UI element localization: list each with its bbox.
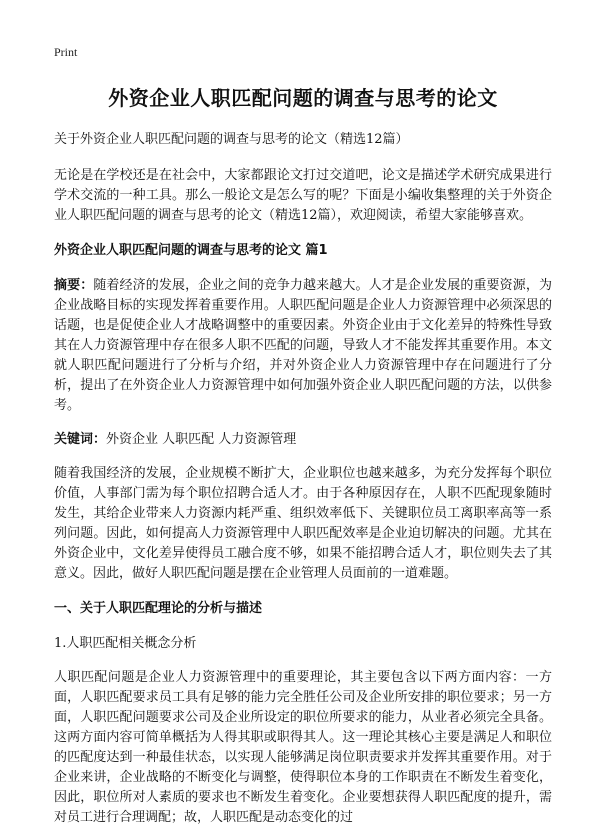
heading-one: 一、关于人职匹配理论的分析与描述 bbox=[54, 601, 263, 616]
keywords-text: 外资企业 人职匹配 人力资源管理 bbox=[106, 432, 297, 447]
keywords-paragraph bbox=[54, 430, 552, 450]
print-label[interactable]: Print bbox=[54, 45, 78, 59]
document-title: 外资企业人职匹配问题的调查与思考的论文 bbox=[108, 86, 498, 110]
document-subtitle: 关于外资企业人职匹配问题的调查与思考的论文（精选12篇） bbox=[54, 132, 409, 147]
abstract-text: 随着经济的发展，企业之间的竞争力越来越大。人才是企业发展的重要资源，为企业战略目标的实现发挥着重要作用。人职匹配问题是企业人力资源管理中必须深思的话题，也是促使企业人才战略调整中的重要因素。外资企业由于文化差异的特殊性导致其在人力资源管理中存在很多人职不匹配的问题，导致人才不能发挥其重要作用。本文就人职匹配问题进行了分析与介绍，并对外资企业人力资源管理中存在问题进行了分析，提出了在外资企业人力资源管理中如何加强外资企业人职匹配问题的方法，以供参考。 bbox=[54, 278, 552, 413]
intro-paragraph: 无论是在学校还是在社会中，大家都跟论文打过交道吧，论文是描述学术研究成果进行学术交流的一种工具。那么一般论文是怎么写的呢？下面是小编收集整理的关于外资企业人职匹配问题的调查与思考的论文（精选12篇），欢迎阅读，希望大家能够喜欢。 bbox=[54, 168, 552, 223]
body-paragraph-1: 随着我国经济的发展，企业规模不断扩大，企业职位也越来越多，为充分发挥每个职位价值，人事部门需为每个职位招聘合适人才。由于各种原因存在，人职不匹配现象随时发生，其给企业带来人力资源内耗严重、组织效率低下、关键职位员工离职率高等一系列问题。因此，如何提高人力资源管理中人职匹配效率是企业迫切解决的问题。尤其在外资企业中，文化差异使得员工融合度不够，如果不能招聘合适人才，职位则失去了其意义。因此，做好人职匹配问题是摆在企业管理人员面前的一道难题。 bbox=[54, 466, 552, 581]
subheading-1: 1.人职匹配相关概念分析 bbox=[54, 636, 197, 651]
body-paragraph-2: 人职匹配问题是企业人力资源管理中的重要理论，其主要包含以下两方面内容：一方面，人职匹配要求员工具有足够的能力完全胜任公司及企业所安排的职位要求；另一方面，人职匹配问题要求公司及企业所设定的职位所要求的能力，从业者必须完全具备。这两方面内容可简单概括为人得其职或职得其人。这一理论其核心主要是满足人和职位的匹配度达到一种最佳状态，以实现人能够满足岗位职责要求并发挥其重要作用。对于企业来讲，企业战略的不断变化与调整，使得职位本身的工作职责在不断发生着变化，因此，职位所对人素质的要求也不断发生着变化。企业要想获得人职匹配度的提升，需对员工进行合理调配；故，人职匹配是动态变化的过 bbox=[54, 670, 552, 825]
abstract-paragraph bbox=[54, 276, 552, 416]
section-1-heading: 外资企业人职匹配问题的调查与思考的论文 篇1 bbox=[54, 243, 328, 258]
keywords-label: 关键词： bbox=[54, 432, 107, 447]
abstract-label: 摘要： bbox=[54, 278, 94, 293]
